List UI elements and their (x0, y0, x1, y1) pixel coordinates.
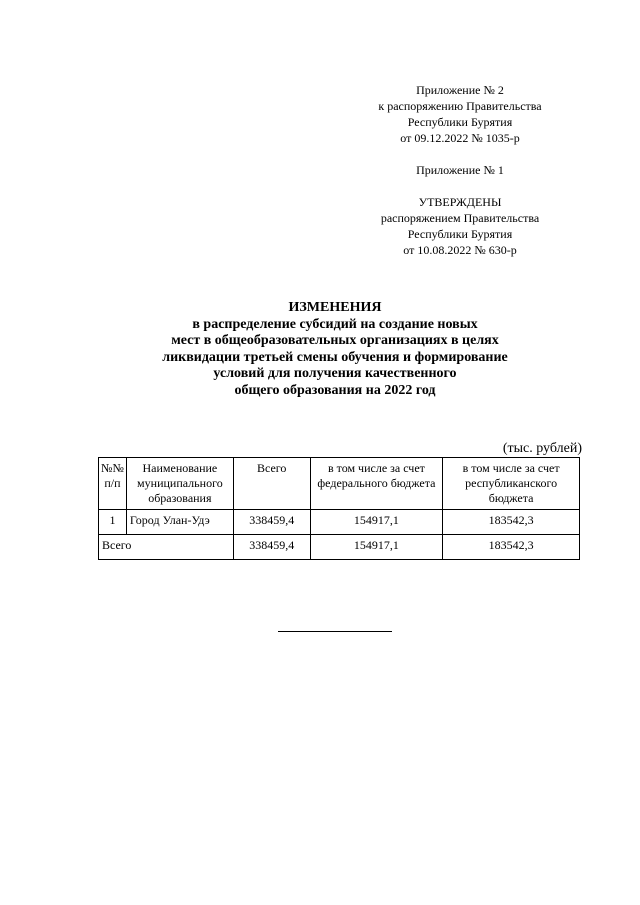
approved-republic: Республики Бурятия (407, 227, 513, 241)
heading-line: ликвидации третьей смены обучения и формирование (162, 349, 508, 365)
units-label: (тыс. рублей) (502, 441, 582, 456)
heading-line: мест в общеобразовательных организациях в целях (171, 333, 499, 348)
total-republic: 183542,3 (443, 535, 580, 560)
total-label: Всего (99, 535, 234, 560)
header-republic: в том числе за счет республиканского бюджета (443, 458, 580, 510)
cell-name: Город Улан-Удэ (126, 510, 233, 535)
appendix-order-date: от 09.12.2022 № 1035-р (400, 131, 520, 145)
approved-date: от 10.08.2022 № 630-р (403, 243, 517, 257)
table-row (99, 510, 580, 535)
appendix-number: Приложение № 2 (416, 83, 504, 97)
heading-title: ИЗМЕНЕНИЯ (288, 300, 382, 315)
table-total-row (99, 535, 580, 560)
approved-by: распоряжением Правительства (380, 211, 540, 225)
appendix-block (355, 82, 565, 258)
table-header-row (99, 458, 580, 510)
heading-line: в распределение субсидий на создание новых (192, 316, 478, 332)
header-num: №№ п/п (99, 458, 127, 510)
total-federal: 154917,1 (310, 535, 443, 560)
appendix-order-ref: к распоряжению Правительства (378, 99, 542, 113)
appendix-republic: Республики Бурятия (407, 115, 513, 129)
header-total: Всего (233, 458, 310, 510)
cell-total: 338459,4 (233, 510, 310, 535)
document-heading (120, 300, 550, 399)
heading-line: условий для получения качественного (213, 366, 457, 381)
header-name: Наименование муниципального образования (126, 458, 233, 510)
header-federal: в том числе за счет федерального бюджета (310, 458, 443, 510)
total-sum: 338459,4 (233, 535, 310, 560)
cell-federal: 154917,1 (310, 510, 443, 535)
cell-num: 1 (99, 510, 127, 535)
subsidy-table (98, 457, 580, 560)
approved-label: УТВЕРЖДЕНЫ (418, 195, 502, 209)
cell-republic: 183542,3 (443, 510, 580, 535)
appendix-prev-number: Приложение № 1 (416, 163, 504, 177)
heading-line: общего образования на 2022 год (234, 382, 436, 398)
closing-rule (278, 631, 392, 632)
